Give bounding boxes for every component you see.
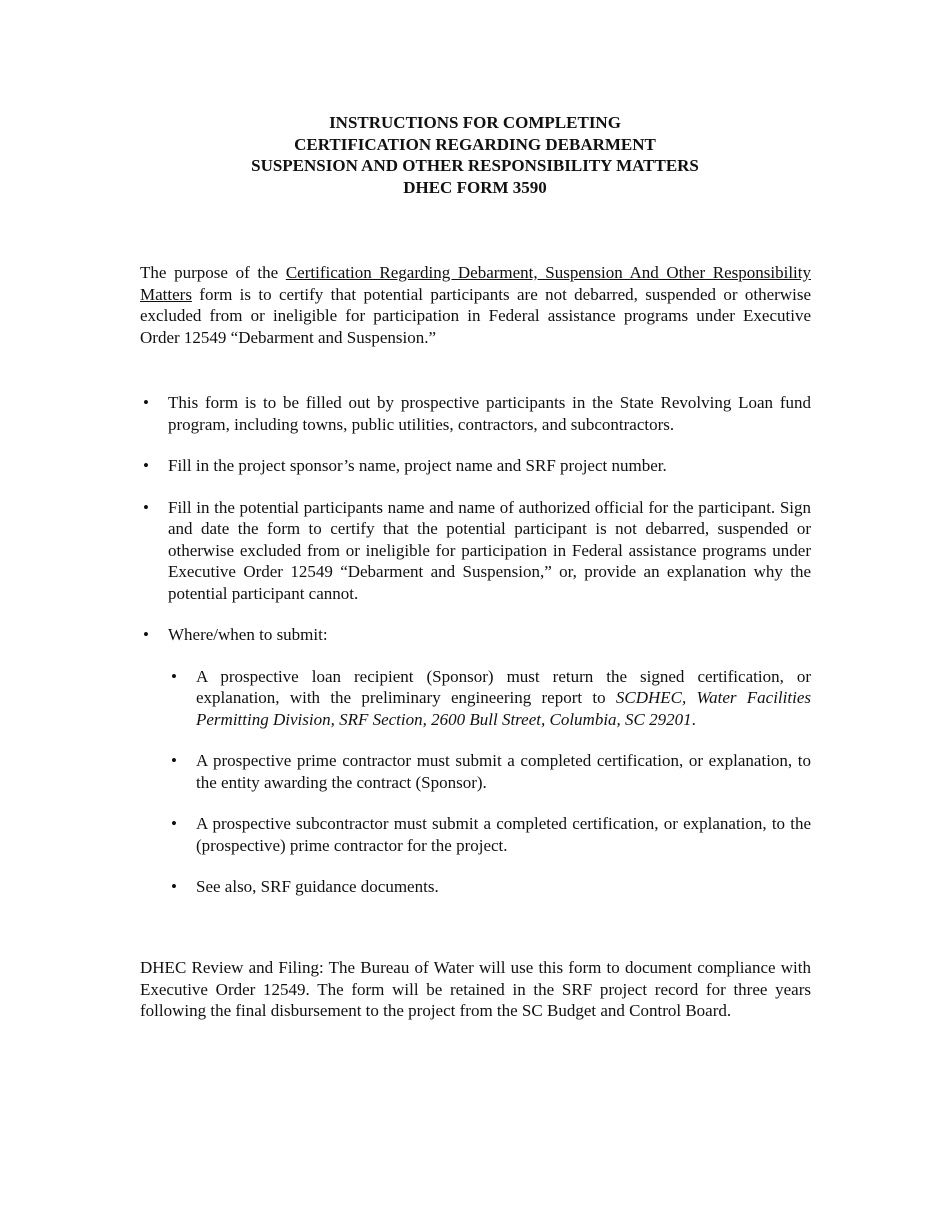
form-name: Certification Regarding Debarment, Suspension And Other Responsibility Matters	[140, 263, 812, 304]
sub-list-item-text: See also, SRF guidance documents.	[196, 877, 439, 896]
intro-suffix: form is to certify that potential participants are not debarred, suspended or otherwise excluded from or ineligible for participation in Federal assistance programs under Executive Order 12549 “Debarment and Suspension.”	[140, 284, 811, 347]
sub-list-item	[168, 666, 811, 731]
submission-sublist	[168, 666, 811, 898]
list-item-text: Where/when to submit:	[168, 625, 328, 644]
document-title	[0, 112, 950, 198]
bullet-icon: •	[171, 877, 177, 896]
title-line-3: SUSPENSION AND OTHER RESPONSIBILITY MATTERS	[251, 156, 699, 175]
list-item-text: Fill in the potential participants name and name of authorized official for the participant. Sign and date the form to certify that the potential participant is not debarred, suspended or otherwise excluded from or ineligible for participation in Federal assistance programs under Executive Order 12549 “Debarment and Suspension,” or, provide an explanation why the potential participant cannot.	[168, 497, 811, 603]
sub-list-item	[168, 876, 811, 898]
bullet-icon: •	[143, 625, 149, 644]
bullet-icon: •	[171, 751, 177, 770]
submission-address: SCDHEC, Water Facilities Permitting Division, SRF Section, 2600 Bull Street, Columbia, SC 29201	[196, 688, 811, 729]
title-line-1: INSTRUCTIONS FOR COMPLETING	[329, 113, 621, 132]
list-item	[140, 455, 811, 477]
sub-list-item-text: A prospective loan recipient (Sponsor) must return the signed certification, or explanation, with the preliminary engineering report to	[196, 666, 811, 707]
list-item	[140, 392, 811, 435]
bullet-icon: •	[143, 393, 149, 412]
list-item-text: Fill in the project sponsor’s name, project name and SRF project number.	[168, 456, 667, 475]
instructions-list	[140, 392, 811, 918]
intro-paragraph	[140, 262, 811, 348]
sub-list-item-text: A prospective subcontractor must submit a completed certification, or explanation, to the (prospective) prime contractor for the project.	[196, 814, 811, 855]
sub-list-item-text: A prospective prime contractor must submit a completed certification, or explanation, to the entity awarding the contract (Sponsor).	[196, 751, 811, 792]
list-item	[140, 624, 811, 646]
bullet-icon: •	[143, 497, 149, 517]
intro-prefix: The purpose of the	[140, 263, 286, 282]
bullet-icon: •	[171, 666, 177, 686]
sub-list-item-end: .	[691, 709, 696, 729]
bullet-icon: •	[171, 814, 177, 833]
list-item	[140, 497, 811, 605]
review-filing-paragraph: DHEC Review and Filing: The Bureau of Water will use this form to document compliance with Executive Order 12549. The form will be retained in the SRF project record for three years following the final disbursement to the project from the SC Budget and Control Board.	[140, 958, 811, 1020]
bullet-icon: •	[143, 456, 149, 475]
sub-list-item	[168, 750, 811, 793]
list-item-text: This form is to be filled out by prospective participants in the State Revolving Loan fund program, including towns, public utilities, contractors, and subcontractors.	[168, 393, 811, 434]
sub-list-item	[168, 813, 811, 856]
title-line-4: DHEC FORM 3590	[403, 177, 547, 197]
title-line-2: CERTIFICATION REGARDING DEBARMENT	[294, 134, 656, 154]
